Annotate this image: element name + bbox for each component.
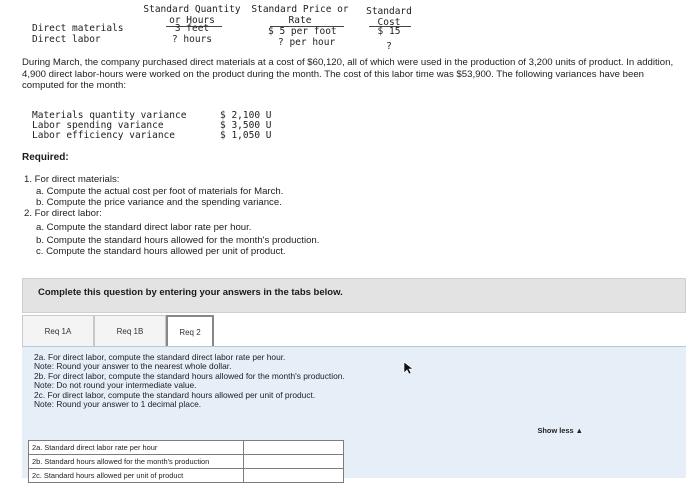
variance-label: Labor spending variance	[32, 120, 164, 131]
instructions-banner-text: Complete this question by entering your answers in the tabs below.	[38, 287, 343, 298]
table-row	[29, 455, 344, 469]
instruction-2b: 2b. For direct labor, compute the standard hours allowed for the month's production.	[34, 370, 345, 381]
header-cost	[362, 6, 416, 28]
instruction-note: Note: Do not round your intermediate value.	[34, 380, 197, 391]
question-2c: c. Compute the standard hours allowed per unit of product.	[36, 246, 286, 257]
variance-value: $ 1,050 U	[220, 130, 272, 141]
variance-label: Labor efficiency variance	[32, 130, 175, 141]
question-2: 2. For direct labor:	[24, 208, 102, 219]
instruction-note: Note: Round your answer to the nearest whole dollar.	[34, 361, 232, 372]
question-2a: a. Compute the standard direct labor rate per hour.	[36, 222, 252, 233]
requirement-instructions	[34, 353, 345, 409]
table-row	[29, 469, 344, 483]
answer-label: 2c. Standard hours allowed per unit of product	[29, 469, 244, 483]
problem-paragraph: During March, the company purchased direct materials at a cost of $60,120, all of which were used in the production of 3,200 units of product. In addition, 4,900 direct labor-hours were worked on the product during the month. The cost of this labor time was $53,900. The following variances have been computed for the month:	[22, 57, 674, 91]
question-1b: b. Compute the price variance and the spending variance.	[36, 197, 282, 208]
table-row	[29, 441, 344, 455]
header-cost-line2: Cost	[377, 17, 401, 28]
answer-input-2a[interactable]	[244, 441, 344, 455]
header-price-line2: Rate	[288, 15, 312, 26]
header-price	[250, 4, 350, 26]
tab-req-1b[interactable]: Req 1B	[94, 315, 166, 346]
instruction-2c: 2c. For direct labor, compute the standard hours allowed per unit of product.	[34, 389, 316, 400]
variance-label: Materials quantity variance	[32, 110, 187, 121]
row-labor-label: Direct labor	[32, 34, 101, 45]
answer-input-2b[interactable]	[244, 455, 344, 469]
answer-label: 2b. Standard hours allowed for the month's production	[29, 455, 244, 469]
question-1a: a. Compute the actual cost per foot of materials for March.	[36, 186, 284, 197]
instruction-note: Note: Round your answer to 1 decimal place.	[34, 399, 202, 410]
row-materials-cost: $ 15	[377, 26, 401, 37]
header-qty-line2: or Hours	[169, 15, 215, 26]
question-1: 1. For direct materials:	[24, 174, 120, 185]
standard-cost-table	[0, 4, 420, 52]
answer-label: 2a. Standard direct labor rate per hour	[29, 441, 244, 455]
requirement-panel	[22, 346, 686, 478]
mouse-cursor-icon	[403, 361, 413, 375]
variance-value: $ 3,500 U	[220, 120, 272, 131]
variance-value: $ 2,100 U	[220, 110, 272, 121]
header-qty-line1: Standard Quantity	[143, 4, 241, 15]
row-labor-cost: ?	[386, 41, 392, 52]
question-2b: b. Compute the standard hours allowed for the month's production.	[36, 235, 320, 246]
row-labor-price: ? per hour	[278, 37, 336, 48]
tab-req-1a[interactable]: Req 1A	[22, 315, 94, 346]
row-materials-label: Direct materials	[32, 23, 124, 34]
row-materials-price: $ 5 per foot	[268, 26, 337, 37]
row-labor-qty: ? hours	[171, 34, 213, 45]
required-heading: Required:	[22, 152, 69, 163]
tab-req-2[interactable]: Req 2	[166, 315, 214, 346]
answer-input-2c[interactable]	[244, 469, 344, 483]
instruction-2a: 2a. For direct labor, compute the standard direct labor rate per hour.	[34, 352, 286, 362]
instructions-banner	[22, 278, 686, 313]
header-price-line1: Standard Price or	[251, 4, 349, 15]
header-cost-line1: Standard	[366, 6, 412, 17]
row-materials-qty: 3 feet	[174, 23, 210, 34]
answer-table	[28, 440, 344, 483]
show-less-link[interactable]: Show less ▲	[537, 426, 583, 435]
